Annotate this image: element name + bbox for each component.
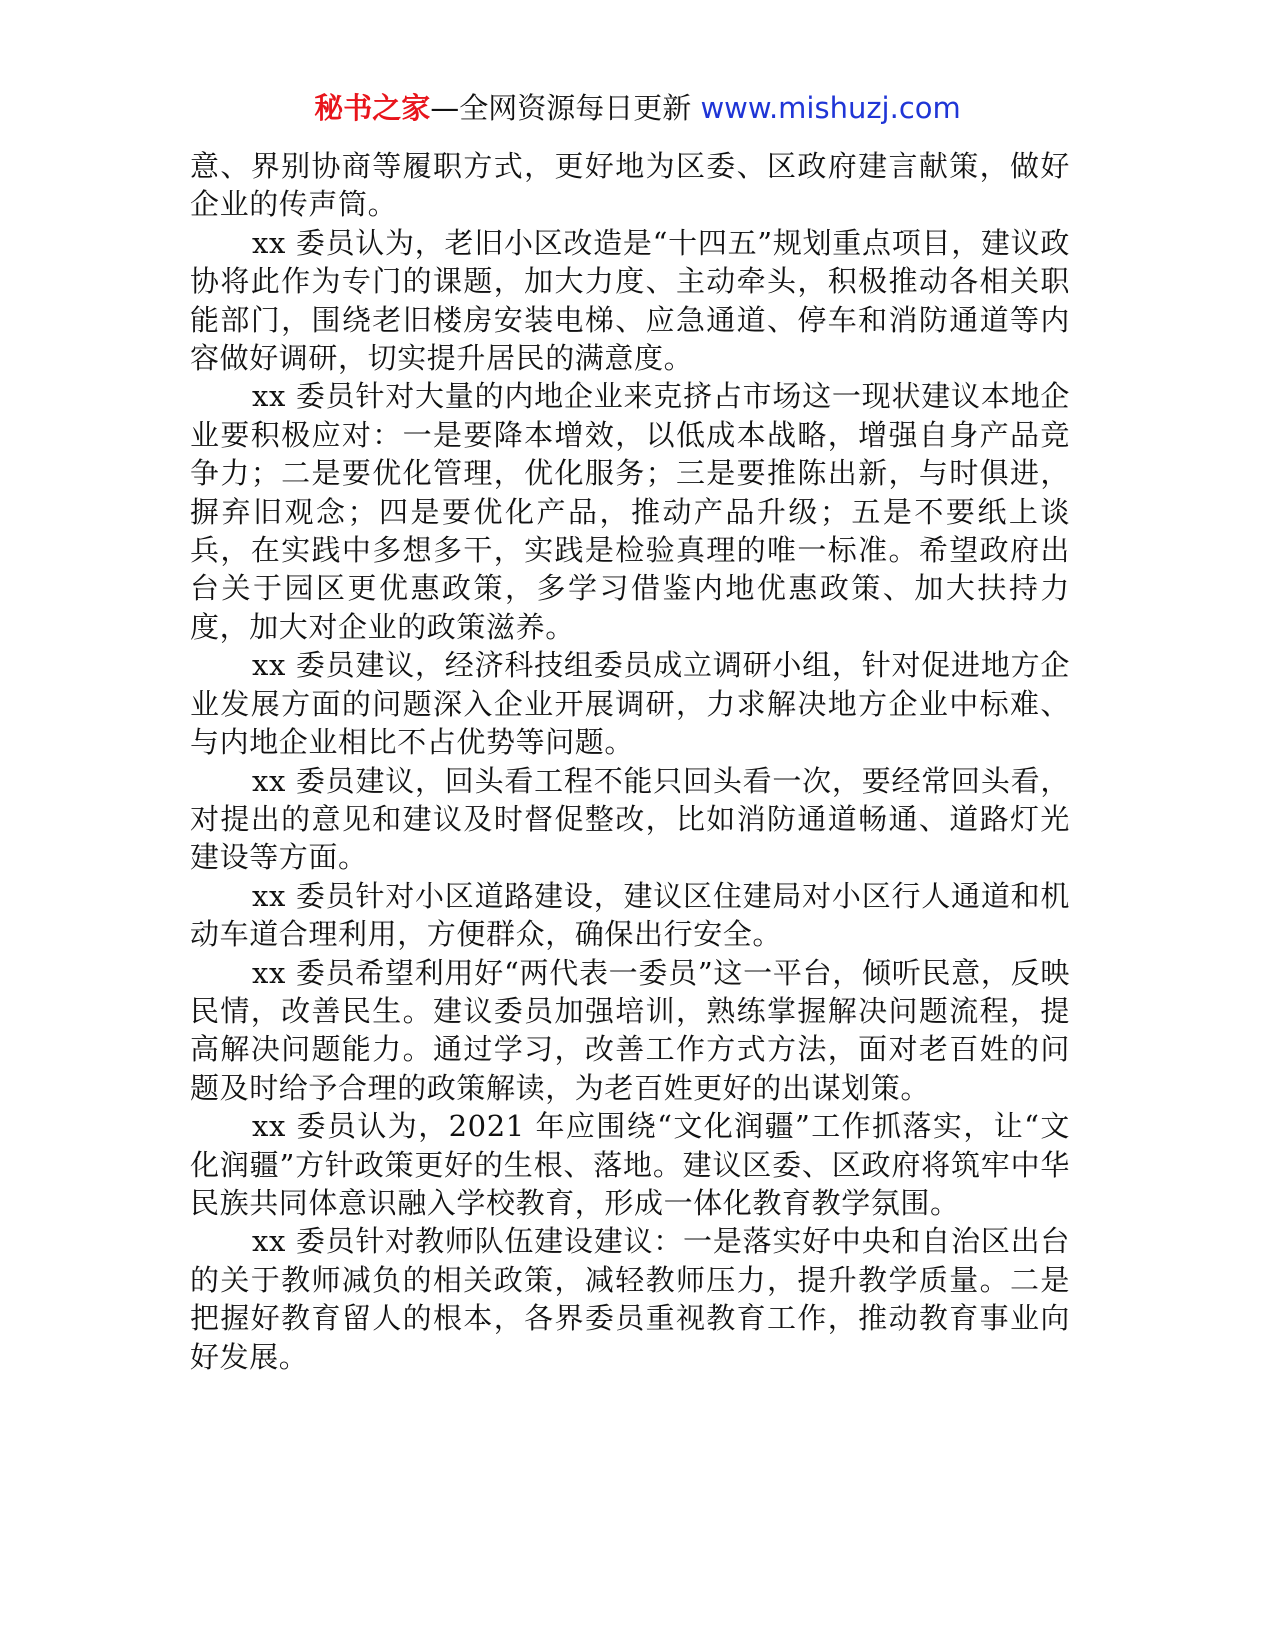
paragraph-continued: 意、界别协商等履职方式，更好地为区委、区政府建言献策，做好企业的传声筒。 xyxy=(190,149,1070,222)
site-url-link[interactable]: www.mishuzj.com xyxy=(700,91,961,125)
site-tagline: —全网资源每日更新 xyxy=(430,91,701,125)
document-body xyxy=(190,147,1070,1376)
paragraph-platform: xx 委员希望利用好“两代表一委员”这一平台，倾听民意，反映民情，改善民生。建议委员加强培训，熟练掌握解决问题流程，提高解决问题能力。通过学习，改善工作方式方法，面对老百姓的问题及时给予合理的政策解读，为老百姓更好的出谋划策。 xyxy=(190,955,1070,1105)
paragraph-culture: xx 委员认为，2021 年应围绕“文化润疆”工作抓落实，让“文化润疆”方针政策更好的生根、落地。建议区委、区政府将筑牢中华民族共同体意识融入学校教育，形成一体化教育教学氛围。 xyxy=(190,1109,1070,1220)
paragraph-road-construction: xx 委员针对小区道路建设，建议区住建局对小区行人通道和机动车道合理利用，方便群众，确保出行安全。 xyxy=(190,878,1070,952)
site-header xyxy=(0,88,1275,128)
paragraph-review-project: xx 委员建议，回头看工程不能只回头看一次，要经常回头看，对提出的意见和建议及时督促整改，比如消防通道畅通、道路灯光建设等方面。 xyxy=(190,763,1070,875)
site-brand: 秘书之家 xyxy=(314,91,431,125)
paragraph-local-enterprise: xx 委员针对大量的内地企业来克挤占市场这一现状建议本地企业要积极应对：一是要降本增效，以低成本战略，增强自身产品竞争力；二是要优化管理，优化服务；三是要推陈出新，与时俱进，摒弃旧观念；四是要优化产品，推动产品升级；五是不要纸上谈兵，在实践中多想多干，实践是检验真理的唯一标准。希望政府出台关于园区更优惠政策，多学习借鉴内地优惠政策、加大扶持力度，加大对企业的政策滋养。 xyxy=(190,379,1070,644)
paragraph-research-group: xx 委员建议，经济科技组委员成立调研小组，针对促进地方企业发展方面的问题深入企业开展调研，力求解决地方企业中标难、与内地企业相比不占优势等问题。 xyxy=(190,648,1070,760)
paragraph-teachers: xx 委员针对教师队伍建设建议：一是落实好中央和自治区出台的关于教师减负的相关政策，减轻教师压力，提升教学质量。二是把握好教育留人的根本，各界委员重视教育工作，推动教育事业向好发展。 xyxy=(190,1224,1070,1374)
paragraph-old-community-renovation: xx 委员认为，老旧小区改造是“十四五”规划重点项目，建议政协将此作为专门的课题，加大力度、主动牵头，积极推动各相关职能部门，围绕老旧楼房安装电梯、应急通道、停车和消防通道等内容做好调研，切实提升居民的满意度。 xyxy=(190,225,1070,376)
